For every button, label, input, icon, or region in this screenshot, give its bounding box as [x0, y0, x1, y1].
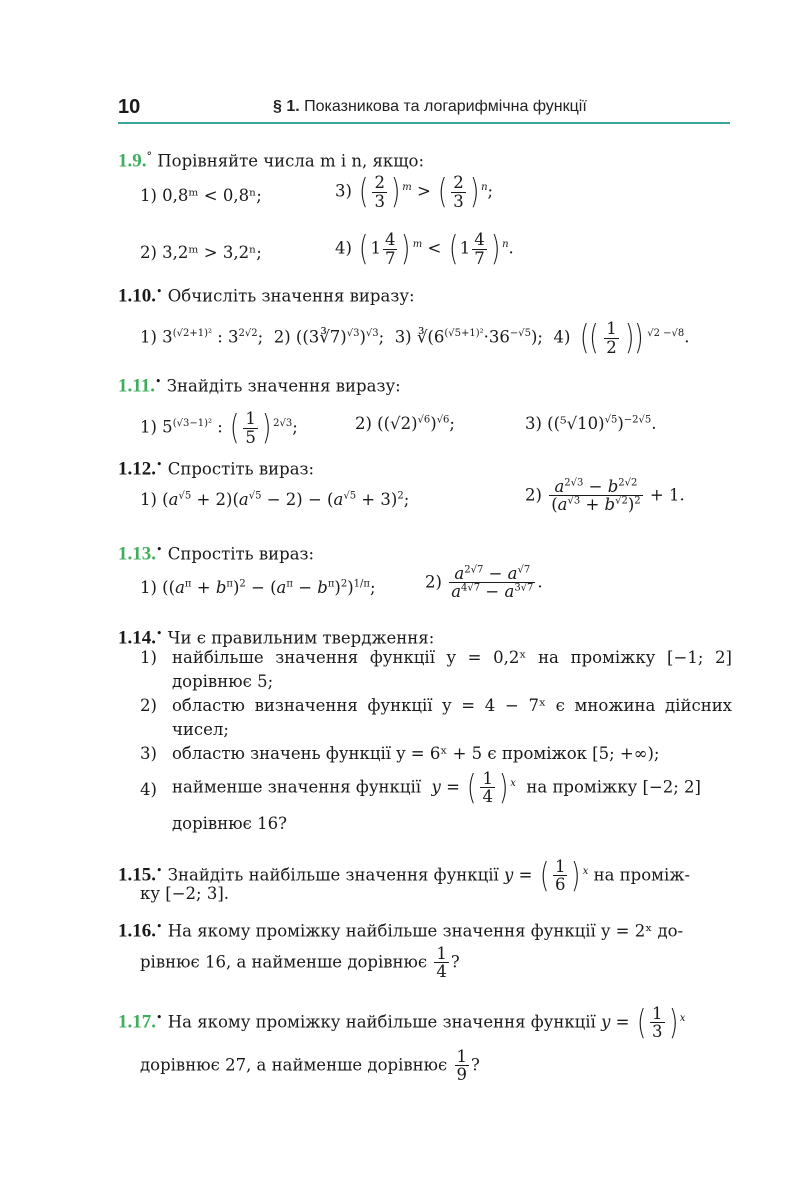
- list-item: 3) областю значень функції y = 6ˣ + 5 є проміжок [5; +∞);: [140, 744, 660, 763]
- page-header: [118, 96, 730, 124]
- list-item: 2) областю визначення функції y = 4 − 7ˣ є множина дійсних чисел;: [140, 696, 732, 739]
- exercise-1-17: 1.17.• На якому проміжку найбільше значення функції y = ( $\frac{1}{3}$ ) $^x$: [118, 1002, 686, 1043]
- math-line: 3) ( $\frac{2}{3}$ ) $^m$ > ( $\frac{2}{3}$ ) $^n$;: [335, 172, 494, 212]
- exercise-text: Чи є правильним твердження:: [167, 628, 435, 648]
- list-item: 4) найменше значення функції y = ( $\frac{1}{4}$ ) $^x$ на проміжку [−2; 2]: [140, 767, 701, 808]
- math-line: 1) 0,8ᵐ < 0,8ⁿ;: [140, 186, 262, 205]
- math-line: 1) $(a^{√5} + 2)(a^{√5} - 2) - (a^{√5} + 3)^2$;: [140, 490, 410, 509]
- exercise-text: Спростіть вираз:: [167, 459, 315, 479]
- exercise-text: Спростіть вираз:: [167, 544, 315, 564]
- math-line: 2) $\frac{a^{2√3} - b^{2√2}}{(a^{√3} + b^{√2})^2}$ + 1.: [525, 477, 685, 515]
- math-line: 1) $3^{(√2+1)^2}$ : $3^{2√2}$; 2) ((3∛7)$^{√3}$)$^{√3}$; 3) $∛(6^{(√5+1)^2}\cdot 36^{-√5})$; 4) (( $\frac{1}{2}$ )) $^{√2 -√8}$.: [140, 318, 690, 358]
- exercise-1-13: 1.13.• Спростіть вираз:: [118, 543, 315, 565]
- exercise-1-15: 1.15.• Знайдіть найбільше значення функції y = ( $\frac{1}{6}$ ) $^x$ на проміж-: [118, 855, 691, 896]
- math-line: 2) $\frac{a^{2√7} - a^{√7}}{a^{4√7} - a^{3√7}}$ .: [425, 564, 543, 602]
- math-line: 2) $((√2)^{√6})^{√6}$;: [355, 414, 455, 433]
- exercise-1-12: 1.12.• Спростіть вираз:: [118, 458, 315, 480]
- exercise-text: Обчисліть значення виразу:: [167, 286, 415, 306]
- math-line: 3) $((^5√10)^{√5})^{-2√5}$.: [525, 414, 657, 433]
- section-title: § 1. Показникова та логарифмічна функції: [273, 98, 587, 115]
- list-item: 1) найбільше значення функції y = 0,2ˣ на проміжку [−1; 2] дорівнює 5;: [140, 648, 732, 691]
- exercise-1-10: 1.10.• Обчисліть значення виразу:: [118, 285, 415, 307]
- exercise-1-16: 1.16.• На якому проміжку найбільше значення функції y = 2ˣ до-: [118, 920, 684, 942]
- exercise-1-14: 1.14.• Чи є правильним твердження:: [118, 627, 435, 649]
- exercise-text: ку [−2; 3].: [140, 884, 230, 903]
- exercise-text: Знайдіть значення виразу:: [166, 376, 401, 396]
- math-line: 1) $5^{(√3-1)^2}$ : ( $\frac{1}{5}$ ) $^{2√3}$;: [140, 408, 298, 448]
- exercise-text: дорівнює 27, а найменше дорівнює $\frac{1}{9}$ ?: [140, 1047, 480, 1085]
- math-line: 4) ( 1 $\frac{4}{7}$ ) $^m$ < ( 1 $\frac{4}{7}$ ) $^n$.: [335, 229, 514, 269]
- exercise-1-11: 1.11.• Знайдіть значення виразу:: [118, 375, 401, 397]
- exercise-1-9: 1.9.° Порівняйте числа m і n, якщо:: [118, 150, 425, 172]
- math-line: 2) 3,2ᵐ > 3,2ⁿ;: [140, 243, 262, 262]
- exercise-text: рівнює 16, а найменше дорівнює $\frac{1}{4}$ ?: [140, 944, 460, 982]
- math-line: 1) $((a^\pi + b^\pi)^2 - (a^\pi - b^\pi)^2)^{1/\pi}$;: [140, 578, 376, 597]
- exercise-text: Порівняйте числа m і n, якщо:: [157, 151, 425, 171]
- page-number: 10: [118, 96, 141, 118]
- list-item: дорівнює 16?: [172, 814, 287, 833]
